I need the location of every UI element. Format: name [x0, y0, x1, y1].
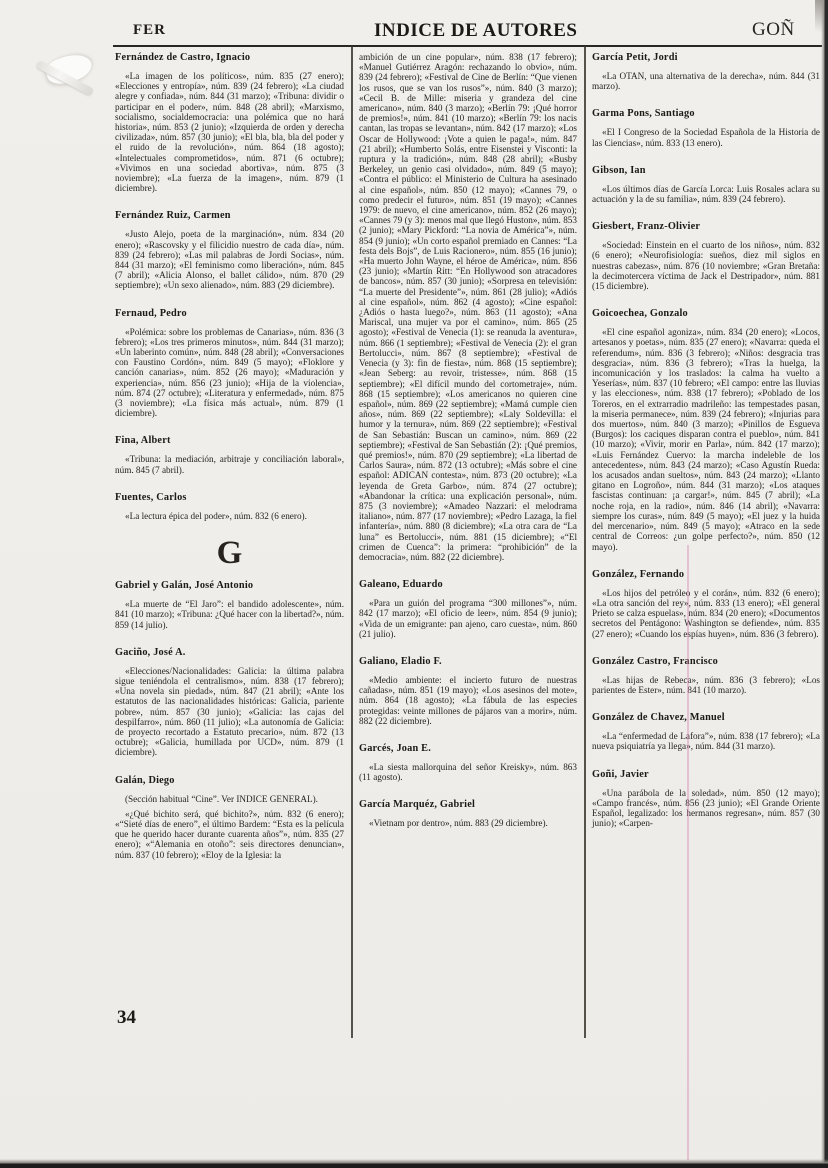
column-divider-1 [351, 46, 353, 1038]
column-1 [115, 52, 344, 860]
scan-edge-right [821, 0, 828, 1168]
article-refs: «El I Congreso de la Sociedad Española de la Historia de las Ciencias», núm. 833 (13 enero). [592, 127, 820, 148]
pink-scan-line [687, 545, 689, 1160]
article-refs: «Las hijas de Rebeca», núm. 836 (3 febrero); «Los parientes de Ester», núm. 841 (10 marzo). [592, 674, 820, 695]
article-refs: «Sociedad: Einstein en el cuarto de los niños», núm. 832 (6 enero); «Neurofisiología: sueños, diez mil siglos en nuestras cabezas», núm. 876 (10 noviembre; «Gran Bretaña: la decimotercera víctima de Jack el Destripador», núm. 881 (15 diciembre). [592, 240, 820, 292]
article-refs: «¿Qué bichito será, qué bichito?», núm. 832 (6 enero); «“Sieté días de enero”, el último Bardem: “Esta es la película que he querido hacer durante cuarenta años”», núm. 835 (27 enero); «“Alemania en otoño”: seis directores denuncian», núm. 837 (10 febrero); «Eloy de la Iglesia: la [115, 808, 344, 860]
staple-mark [28, 48, 118, 110]
article-refs: «Para un guión del programa “300 millones”», núm. 842 (17 marzo); «El oficio de leer», núm. 854 (9 junio); «Vida de un emigrante: pan ajeno, caro cuesta», núm. 860 (21 julio). [359, 598, 577, 639]
column-2 [359, 52, 577, 829]
article-refs: «La “enfermedad de Lafora”», núm. 838 (17 febrero); «La nueva psiquiatría ya llega», núm. 844 (31 marzo). [592, 731, 820, 752]
page-number: 34 [117, 1007, 136, 1028]
running-head-right: GOÑ [752, 19, 795, 40]
article-refs-continued: ambición de un cine popular», núm. 838 (17 febrero); «Manuel Gutiérrez Aragón: rechazando lo obvio», núm. 839 (24 febrero); «Festival de Cine de Berlín: “Que vienen los rusos, que se van los rusos”», núm. 840 (3 marzo); «Cecil B. de Mille: miseria y grandeza del cine americano», núm. 840 (3 marzo); «Berlín 79: ¡Qué horror de premios!», núm. 841 (10 marzo); «Berlín 79: los nacis cantan, las tropas se levantan», núm. 842 (17 marzo); «Los Oscar de Hollywood: ¡Vote a quien le paga!», núm. 847 (21 abril); «Humberto Solás, entre Eisenstei y Visconti: la ruptura y la tradición», núm. 848 (28 abril); «Busby Berkeley, un genio casi olvidado», núm. 849 (5 mayo); «Contra el público: el Ministerio de Cultura ha asesinado al cine español», núm. 850 (12 mayo); «Cannes 79, o como predecir el futuro», núm. 851 (19 mayo); «Cannes 1979: de nuevo, el cine americano», núm. 852 (26 mayo); «Cannes 79 (y 3): menos mal que llegó Huston», núm. 853 (2 junio); «Mary Pickford: “La novia de América”», núm. 854 (9 junio); «Un corto español premiado en Cannes: “La festa dels Bojs”, de Luis Racionero», núm. 855 (16 junio); «Ha muerto John Wayne, el héroe de América», núm. 856 (23 junio); «Martín Ritt: “En Hollywood son atracadores de bancos», núm. 857 (30 junio); «Sorpresa en televisión: “La muerte del Presidente”», núm. 861 (28 julio); «Adiós al cine español», núm. 862 (4 agosto); «Cine español: ¿Adiós o hasta luego?», núm. 863 (11 agosto); «Ana Mariscal, una mujer va por el camino», núm. 865 (25 agosto); «Festival de Venecia (1): se reanuda la aventura», núm. 866 (1 septiembre); «Festival de Venecia (2): el gran Bertolucci», núm. 867 (8 septiembre); «Festival de Venecia (y 3): fin de fiesta», núm. 868 (15 septiembre); «Jean Seberg: au revoir, tristesse», núm. 868 (15 septiembre); «El difícil mundo del cortometraje», núm. 868 (15 septiembre); «Los americanos no quieren cine español», núm. 869 (22 septiembre); «Mamá cumple cien años», núm. 869 (22 septiembre); «Laly Soldevilla: el humor y la ternura», núm. 869 (22 septiembre); «Festival de San Sebastián: Buscan un camino», núm. 869 (22 septiembre); «Festival de San Sebastián (2): ¡Qué premios, qué premios!», núm. 870 (29 septiembre); «La libertad de Carlos Saura», núm. 872 (13 octubre); «Más sobre el cine español: ADICAN contesta», núm. 873 (20 octubre); «La leyenda de Greta Garbo», núm. 874 (27 octubre); «Abandonar la crítica: una explicación personal», núm. 875 (3 noviembre); «Amadeo Nazzari: el melodrama italiano», núm. 877 (17 noviembre); «Pedro Lazaga, la fiel infantería», núm. 880 (8 diciembre); «La otra cara de “La luna” es Bertolucci», núm. 881 (15 diciembre); «“El crimen de Cuenca”: la primera: “prohibición” de la democracia», núm. 882 (22 diciembre). [359, 52, 577, 562]
article-refs: «Vietnam por dentro», núm. 883 (29 diciembre). [369, 818, 548, 829]
author-heading: Garma Pons, Santiago [592, 108, 695, 120]
scan-edge-bottom [0, 1159, 828, 1168]
article-refs: «La muerte de “El Jaro”: el bandido adolescente», núm. 841 (10 marzo); «Tribuna: ¿Qué hacer con la libertad?», núm. 859 (14 julio). [115, 599, 344, 630]
article-refs: «Medio ambiente: el incierto futuro de nuestras cañadas», núm. 851 (19 mayo); «Los asesinos del mote», núm. 864 (18 agosto); «La fábula de las especies protegidas: veinte millones de pájaros van a morir», núm. 882 (22 diciembre). [359, 674, 577, 726]
column-divider-2 [584, 46, 586, 1038]
author-heading: Garcés, Joan E. [359, 742, 432, 754]
author-heading: Goicoechea, Gonzalo [592, 308, 688, 320]
header-rule [113, 45, 822, 47]
author-heading: Fernández Ruiz, Carmen [115, 210, 231, 222]
article-refs: «La OTAN, una alternativa de la derecha», núm. 844 (31 marzo). [592, 71, 820, 92]
author-heading: Fernaud, Pedro [115, 307, 187, 319]
section-note: (Sección habitual “Cine”. Ver INDICE GENERAL). [125, 793, 318, 804]
author-heading: Fuentes, Carlos [115, 491, 187, 503]
section-letter-g: G [216, 535, 243, 572]
article-refs: «Elecciones/Nacionalidades: Galicia: la última palabra sigue teniéndola el centralismo», núm. 838 (17 febrero); «Una novela sin piedad», núm. 847 (21 abril); «Ante los estatutos de las nacionalidades históricas: Galicia, pariente pobre», núm. 857 (30 junio); «Galicia: las cajas del despilfarro», núm. 860 (11 julio); «La autonomía de Galicia: de proyecto recortado a Estatuto precario», núm. 872 (13 octubre); «Galicia, humillada por UCD», núm. 879 (1 diciembre). [115, 665, 344, 758]
article-refs: «Polémica: sobre los problemas de Canarias», núm. 836 (3 febrero); «Los tres primeros minutos», núm. 844 (31 marzo); «Un laberinto común», núm. 848 (28 abril); «Conversaciones con Faustino Cordón», núm. 849 (5 mayo); «Floklore y canción canarias», núm. 852 (26 mayo); «Maduración y experiencia», núm. 856 (23 junio); «Hija de la violencia», núm. 874 (27 octubre); «Literatura y enfermedad», núm. 875 (3 noviembre); «La física más actual», núm. 879 (1 diciembre). [115, 326, 344, 419]
author-heading: Galeano, Eduardo [359, 579, 443, 591]
author-heading: Fina, Albert [115, 435, 171, 447]
author-heading: Gaciño, José A. [115, 646, 186, 658]
article-refs: «Una parábola de la soledad», núm. 850 (12 mayo); «Campo francés», núm. 856 (23 junio); «El Grande Oriente Español, legalizado: los hermanos regresan», núm. 857 (30 junio); «Carpen- [592, 787, 820, 829]
author-heading: Gabriel y Galán, José Antonio [115, 580, 254, 592]
author-heading: González, Fernando [592, 568, 685, 580]
author-heading: Fernández de Castro, Ignacio [115, 52, 251, 63]
author-heading: Galiano, Eladio F. [359, 655, 442, 667]
article-refs: «Los últimos días de García Lorca: Luis Rosales aclara su actuación y la de su familia», núm. 839 (24 febrero). [592, 183, 820, 205]
page-title: INDICE DE AUTORES [374, 20, 578, 41]
author-heading: González Castro, Francisco [592, 655, 718, 667]
article-refs: «La imagen de los políticos», núm. 835 (27 enero); «Elecciones y entropía», núm. 839 (24 febrero); «La ciudad alegre y confiada», núm. 844 (31 marzo); «Tribuna: dividir o participar en el poder», núm. 848 (28 abril); «Marxismo, socialismo, socialdemocracia: una polémica que no hará historia», núm. 853 (2 junio); «Izquierda de orden y derecha civilizada», núm. 857 (30 junio); «El bla, bla, bla del poder y el ruido de la revolución», núm. 864 (18 agosto); «Intelectuales comprometidos», núm. 871 (6 octubre); «Vivimos en una sociedad abortiva», núm. 875 (3 noviembre); «La fuerza de la imagen», núm. 879 (1 diciembre). [115, 71, 344, 194]
article-refs: «El cine español agoniza», núm. 834 (20 enero); «Locos, artesanos y poetas», núm. 835 (27 enero); «Navarra: queda el referendum», núm. 836 (3 febrero); «Niños: desgracia tras desgracia», núm. 836 (3 febrero); «Tras la huelga, la incomunicación y los traslados: la calma ha vuelto a Yeserías», núm. 837 (10 febrero; «El campo: entre las lluvias y las elecciones», núm. 838 (17 febrero); «Poblado de los Toreros, en el extrarradio madrileño: las tempestades pasan, la miseria permanece», núm. 839 (24 febrero); «Injurias para dos muertos», núm. 840 (3 marzo); «Pinillos de Esgueva (Burgos): los caciques disparan contra el pueblo», núm. 841 (10 marzo); «Vivir, morir en Parla», núm. 842 (17 marzo); «Luis Fernández Cuervo: la marcha indeleble de los antecedentes», núm. 843 (24 marzo); «Caso Agustín Rueda: los acusados andan sueltos», núm. 843 (24 marzo); «Llanto gitano en Logroño», núm. 844 (31 marzo); «Los ataques fascistas continuan: ¡a cargar!», núm. 845 (7 abril); «La noche roja, en la radio», núm. 846 (14 abril); «Navarra: siempre los curas», núm. 849 (5 mayo); «El juez y la huida del mercenario», núm. 849 (5 mayo); «Atraco en la sede central de Correos: ¿un golpe perfecto?», núm. 850 (12 mayo). [592, 327, 820, 552]
author-heading: Giesbert, Franz-Olivier [592, 221, 701, 233]
article-refs: «Tribuna: la mediación, arbitraje y conciliación laboral», núm. 845 (7 abril). [115, 454, 344, 475]
article-refs: «La lectura épica del poder», núm. 832 (6 enero). [125, 510, 307, 521]
author-heading: García Petit, Jordi [592, 52, 678, 63]
author-heading: Goñi, Javier [592, 768, 649, 780]
author-heading: González de Chavez, Manuel [592, 712, 725, 724]
author-heading: Galán, Diego [115, 774, 175, 786]
author-heading: García Marquéz, Gabriel [359, 799, 476, 811]
author-heading: Gibson, Ian [592, 164, 646, 176]
running-head-left: FER [133, 22, 166, 38]
article-refs: «Justo Alejo, poeta de la marginación», núm. 834 (20 enero); «Rascovsky y el filicidio nuestro de cada día», núm. 839 (24 febrero); «Las mil palabras de Jordi Socias», núm. 844 (31 marzo); «El feminismo como liberación», núm. 845 (7 abril); «Alicia Alonso, el ballet cálido», núm. 870 (29 septiembre); «Un sexo alienado», núm. 883 (29 diciembre). [115, 229, 344, 291]
column-3 [592, 52, 820, 828]
article-refs: «Los hijos del petróleo y el corán», núm. 832 (6 enero); «La otra sanción del rey», núm. 833 (13 enero); «El general Prieto se calza espuelas», núm. 834 (20 enero); «Documentos secretos del Pentágono: Washington se defiende», núm. 835 (27 enero); «Cuando los espías huyen», núm. 836 (3 febrero). [592, 587, 820, 639]
article-refs: «La siesta mallorquina del señor Kreisky», núm. 863 (11 agosto). [359, 761, 577, 783]
